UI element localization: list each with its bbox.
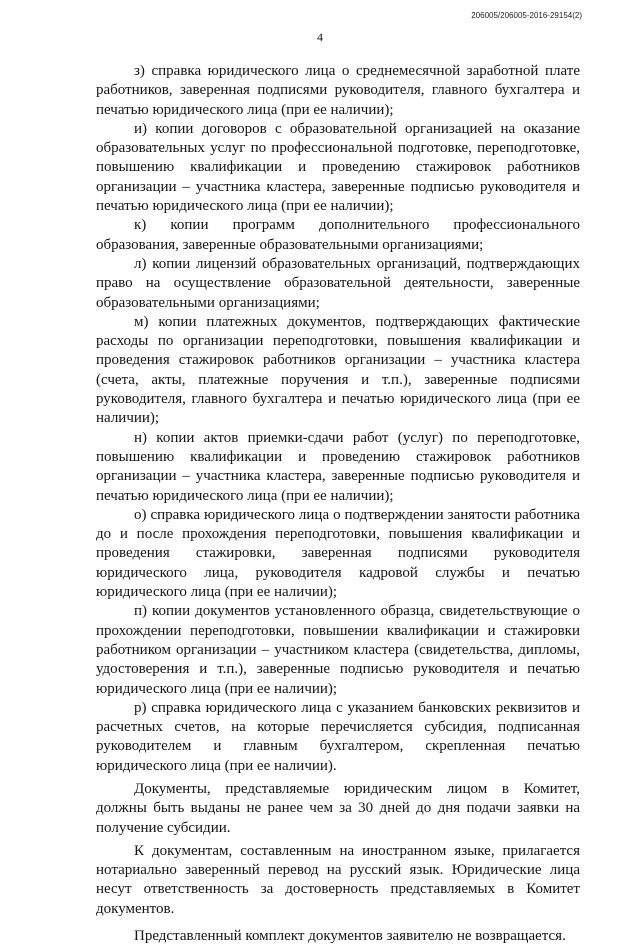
- paragraph-r: р) справка юридического лица с указанием банковских реквизитов и расчетных счетов, на которые перечисляется субсидия, подписанная руководителем и главным бухгалтером, скрепленная печатью юридического лица (при ее наличии).: [96, 699, 580, 774]
- paragraph-documents-deadline: Документы, представляемые юридическим лицом в Комитет, должны быть выданы не ранее чем за 30 дней до дня подачи заявки на получение субсидии.: [96, 780, 580, 836]
- paragraph-m: м) копии платежных документов, подтверждающих фактические расходы по организации переподготовки, повышения квалификации и проведения стажировок работников организации – участника кластера (счета, акты, платежные поручения и т.п.), заверенные подписями руководителя, главного бухгалтера и печатью юридического лица (при ее наличии);: [96, 313, 580, 427]
- paragraph-z: з) справка юридического лица о среднемесячной заработной плате работников, заверенная подписями руководителя, главного бухгалтера и печатью юридического лица (при ее наличии);: [96, 63, 580, 118]
- document-body: [96, 62, 580, 946]
- paragraph-p: п) копии документов установленного образца, свидетельствующие о прохождении переподготовки, повышении квалификации и стажировки работником организации – участником кластера (свидетельства, дипломы, удостоверения и т.п.), заверенные подписью руководителя и печатью юридического лица (при ее наличии);: [96, 603, 580, 697]
- paragraph-n: н) копии актов приемки-сдачи работ (услуг) по переподготовке, повышению квалификации и проведению стажировок работников организации – участника кластера, заверенные подписью руководителя и печатью юридического лица (при ее наличии);: [96, 429, 580, 504]
- page-number: 4: [317, 30, 323, 44]
- paragraph-l: л) копии лицензий образовательных организаций, подтверждающих право на осуществление образовательной деятельности, заверенные образовательными организациями;: [96, 255, 580, 311]
- document-id: 206005/206005-2016-29154(2): [471, 11, 582, 20]
- paragraph-o: о) справка юридического лица о подтверждении занятости работника до и после прохождения переподготовки, повышения квалификации и проведения стажировки, заверенная подписями руководителя юридического лица, руководителя кадровой службы и печатью юридического лица (при ее наличии);: [96, 506, 580, 601]
- paragraph-k: к) копии программ дополнительного профессионального образования, заверенные образовательными организациями;: [96, 217, 580, 253]
- paragraph-foreign-language: К документам, составленным на иностранном языке, прилагается нотариально заверенный перевод на русский язык. Юридические лица несут ответственность за достоверность представляемых в Комитет документов.: [96, 842, 580, 917]
- paragraph-i: и) копии договоров с образовательной организацией на оказание образовательных услуг по профессиональной подготовке, переподготовке, повышению квалификации и проведению стажировок работников организации – участника кластера, заверенные подписью руководителя и печатью юридического лица (при ее наличии);: [96, 120, 580, 215]
- paragraph-not-returned: Представленный комплект документов заявителю не возвращается.: [134, 928, 566, 945]
